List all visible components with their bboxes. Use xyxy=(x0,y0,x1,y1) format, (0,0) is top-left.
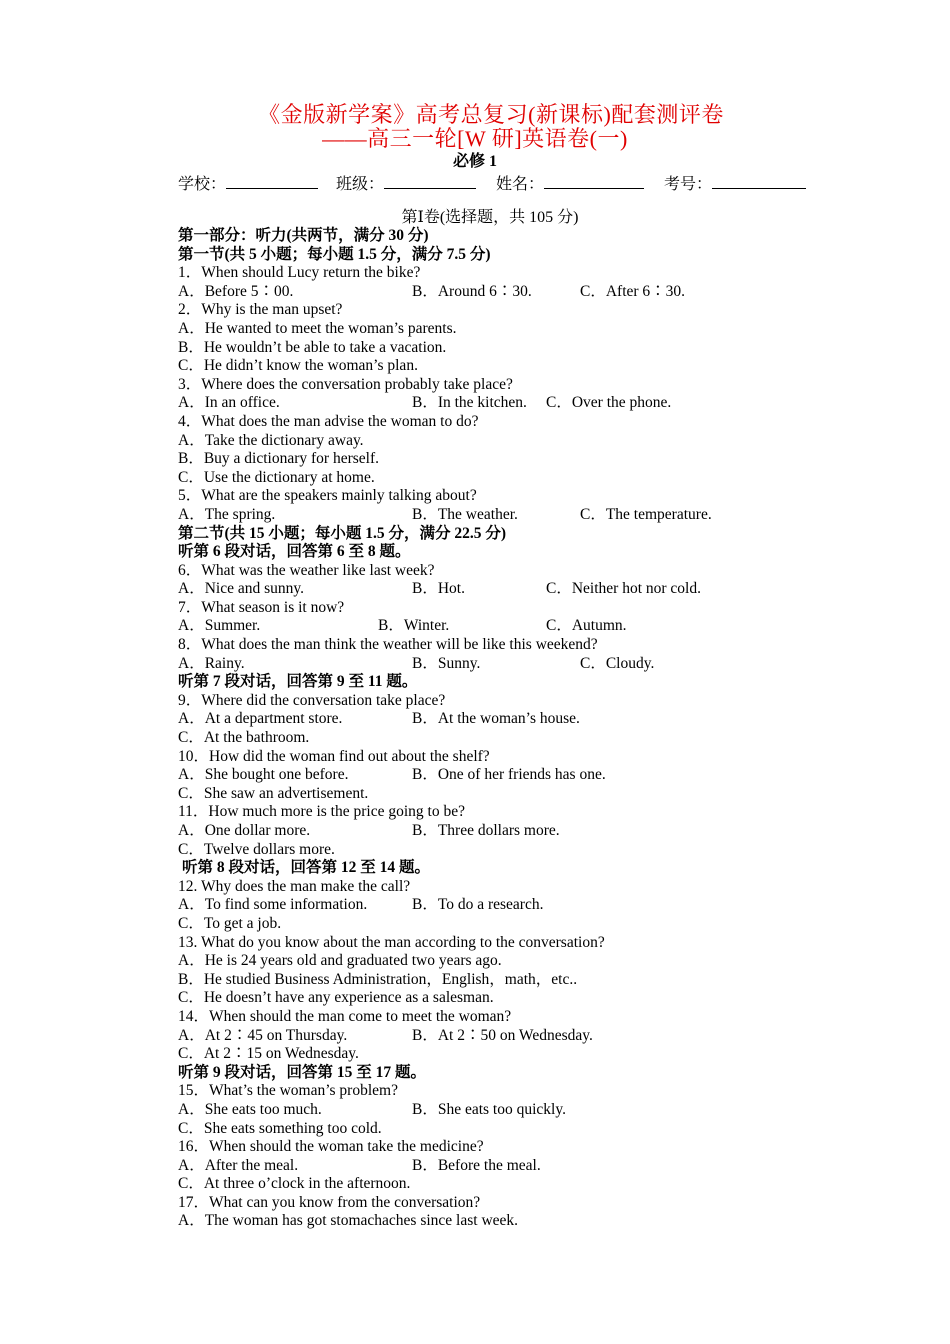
answer-option: B．Winter. xyxy=(378,617,450,635)
question-line: C．He doesn’t have any experience as a salesman. xyxy=(178,989,494,1007)
class-label: 班级： xyxy=(336,176,385,193)
question-line: B．He wouldn’t be able to take a vacation. xyxy=(178,338,447,356)
options-row xyxy=(178,896,878,915)
answer-option: B．Before the meal. xyxy=(412,1156,541,1174)
question-line: 13. What do you know about the man according to the conversation? xyxy=(178,933,605,951)
answer-option: A．Nice and sunny. xyxy=(178,580,304,598)
section-heading: 第二节(共 15 小题；每小题 1.5 分，满分 22.5 分) xyxy=(178,524,507,542)
answer-option: A．At 2∶45 on Thursday. xyxy=(178,1026,348,1044)
section-heading: 听第 8 段对话，回答第 12 至 14 题。 xyxy=(182,859,431,877)
answer-option: C．Over the phone. xyxy=(546,394,672,412)
question-line: 11．How much more is the price going to be? xyxy=(178,803,465,821)
question-line: C．Use the dictionary at home. xyxy=(178,468,375,486)
answer-option: B．Around 6∶30. xyxy=(412,282,532,300)
answer-option: C．Cloudy. xyxy=(580,654,655,672)
answer-option: B．She eats too quickly. xyxy=(412,1100,566,1118)
section-heading: 听第 6 段对话，回答第 6 至 8 题。 xyxy=(178,543,411,561)
section-title: 第Ⅰ卷(选择题，共 105 分) xyxy=(401,209,579,226)
question-line: C．At 2∶15 on Wednesday. xyxy=(178,1045,359,1063)
question-line: C．To get a job. xyxy=(178,914,282,932)
answer-option: B．Hot. xyxy=(412,580,465,598)
answer-option: A．Rainy. xyxy=(178,654,245,672)
options-row xyxy=(178,617,878,636)
answer-option: A．At a department store. xyxy=(178,710,343,728)
document-subtitle: ——高三一轮[W 研]英语卷(一) xyxy=(322,126,628,151)
name-field[interactable] xyxy=(496,172,644,196)
question-line: 1．When should Lucy return the bike? xyxy=(178,264,421,282)
section-heading: 听第 7 段对话，回答第 9 至 11 题。 xyxy=(178,673,418,691)
question-line: A．He is 24 years old and graduated two years ago. xyxy=(178,952,502,970)
answer-option: A．Summer. xyxy=(178,617,261,635)
question-line: C．He didn’t know the woman’s plan. xyxy=(178,357,418,375)
name-label: 姓名： xyxy=(496,176,545,193)
section-heading: 第一部分：听力(共两节，满分 30 分) xyxy=(178,227,429,244)
answer-option: A．The spring. xyxy=(178,505,276,523)
answer-option: A．In an office. xyxy=(178,394,280,412)
options-row xyxy=(178,655,878,674)
options-row xyxy=(178,822,878,841)
answer-option: A．After the meal. xyxy=(178,1156,299,1174)
options-row xyxy=(178,766,878,785)
question-line: C．At three o’clock in the afternoon. xyxy=(178,1175,411,1193)
module-label: 必修 1 xyxy=(452,153,497,170)
class-blank[interactable] xyxy=(384,172,476,189)
question-line: C．At the bathroom. xyxy=(178,729,310,747)
exam-number-blank[interactable] xyxy=(712,172,806,189)
question-line: 4．What does the man advise the woman to do? xyxy=(178,412,479,430)
question-line: A．The woman has got stomachaches since last week. xyxy=(178,1212,519,1230)
answer-option: C．Autumn. xyxy=(546,617,627,635)
school-field[interactable] xyxy=(178,172,318,196)
answer-option: B．Sunny. xyxy=(412,654,481,672)
answer-option: B．The weather. xyxy=(412,505,518,523)
section-heading: 第一节(共 5 小题；每小题 1.5 分，满分 7.5 分) xyxy=(178,245,491,263)
answer-option: B．Three dollars more. xyxy=(412,822,560,839)
answer-option: A．Before 5∶00. xyxy=(178,282,294,300)
question-line: 9．Where did the conversation take place? xyxy=(178,691,446,709)
answer-option: B．One of her friends has one. xyxy=(412,766,606,784)
options-row xyxy=(178,1101,878,1120)
class-field[interactable] xyxy=(336,172,476,196)
school-label: 学校： xyxy=(178,176,227,193)
question-line: C．Twelve dollars more. xyxy=(178,840,335,858)
question-line: 14．When should the man come to meet the woman? xyxy=(178,1007,512,1025)
answer-option: A．To find some information. xyxy=(178,896,368,914)
question-line: 17．What can you know from the conversation? xyxy=(178,1193,481,1211)
options-row xyxy=(178,1027,878,1046)
question-line: 12. Why does the man make the call? xyxy=(178,877,411,895)
question-line: C．She eats something too cold. xyxy=(178,1119,382,1137)
question-line: A．Take the dictionary away. xyxy=(178,431,364,449)
document-title: 《金版新学案》高考总复习(新课标)配套测评卷 xyxy=(258,102,724,127)
question-line: 5．What are the speakers mainly talking about? xyxy=(178,487,477,505)
name-blank[interactable] xyxy=(544,172,644,189)
question-line: 10．How did the woman find out about the shelf? xyxy=(178,747,490,765)
question-line: 3．Where does the conversation probably take place? xyxy=(178,375,513,393)
options-row xyxy=(178,710,878,729)
exam-number-label: 考号： xyxy=(664,176,713,193)
answer-option: C．After 6∶30. xyxy=(580,282,686,300)
question-line: 16．When should the woman take the medicine? xyxy=(178,1138,484,1156)
answer-option: B．In the kitchen. xyxy=(412,394,527,412)
question-line: B．He studied Business Administration，English，math，etc.. xyxy=(178,970,578,988)
question-line: 2．Why is the man upset? xyxy=(178,301,343,319)
options-row xyxy=(178,1157,878,1176)
answer-option: A．One dollar more. xyxy=(178,822,311,839)
options-row xyxy=(178,283,878,302)
answer-option: B．To do a research. xyxy=(412,896,544,914)
section-heading: 听第 9 段对话，回答第 15 至 17 题。 xyxy=(178,1063,427,1081)
question-line: A．He wanted to meet the woman’s parents. xyxy=(178,319,457,337)
answer-option: A．She eats too much. xyxy=(178,1100,322,1118)
question-line: 6．What was the weather like last week? xyxy=(178,561,435,579)
options-row xyxy=(178,506,878,525)
question-line: B．Buy a dictionary for herself. xyxy=(178,450,380,468)
question-list xyxy=(178,227,878,1231)
exam-number-field[interactable] xyxy=(664,172,806,196)
school-blank[interactable] xyxy=(226,172,318,189)
answer-option: C．Neither hot nor cold. xyxy=(546,580,701,598)
answer-option: A．She bought one before. xyxy=(178,766,349,784)
answer-option: C．The temperature. xyxy=(580,505,712,523)
answer-option: B．At the woman’s house. xyxy=(412,710,580,728)
question-line: 15．What’s the woman’s problem? xyxy=(178,1082,398,1100)
question-line: 7．What season is it now? xyxy=(178,598,345,616)
options-row xyxy=(178,580,878,599)
answer-option: B．At 2∶50 on Wednesday. xyxy=(412,1026,593,1044)
student-info-fields xyxy=(178,172,828,194)
question-line: 8．What does the man think the weather will be like this weekend? xyxy=(178,636,598,654)
options-row xyxy=(178,394,878,413)
question-line: C．She saw an advertisement. xyxy=(178,784,369,802)
